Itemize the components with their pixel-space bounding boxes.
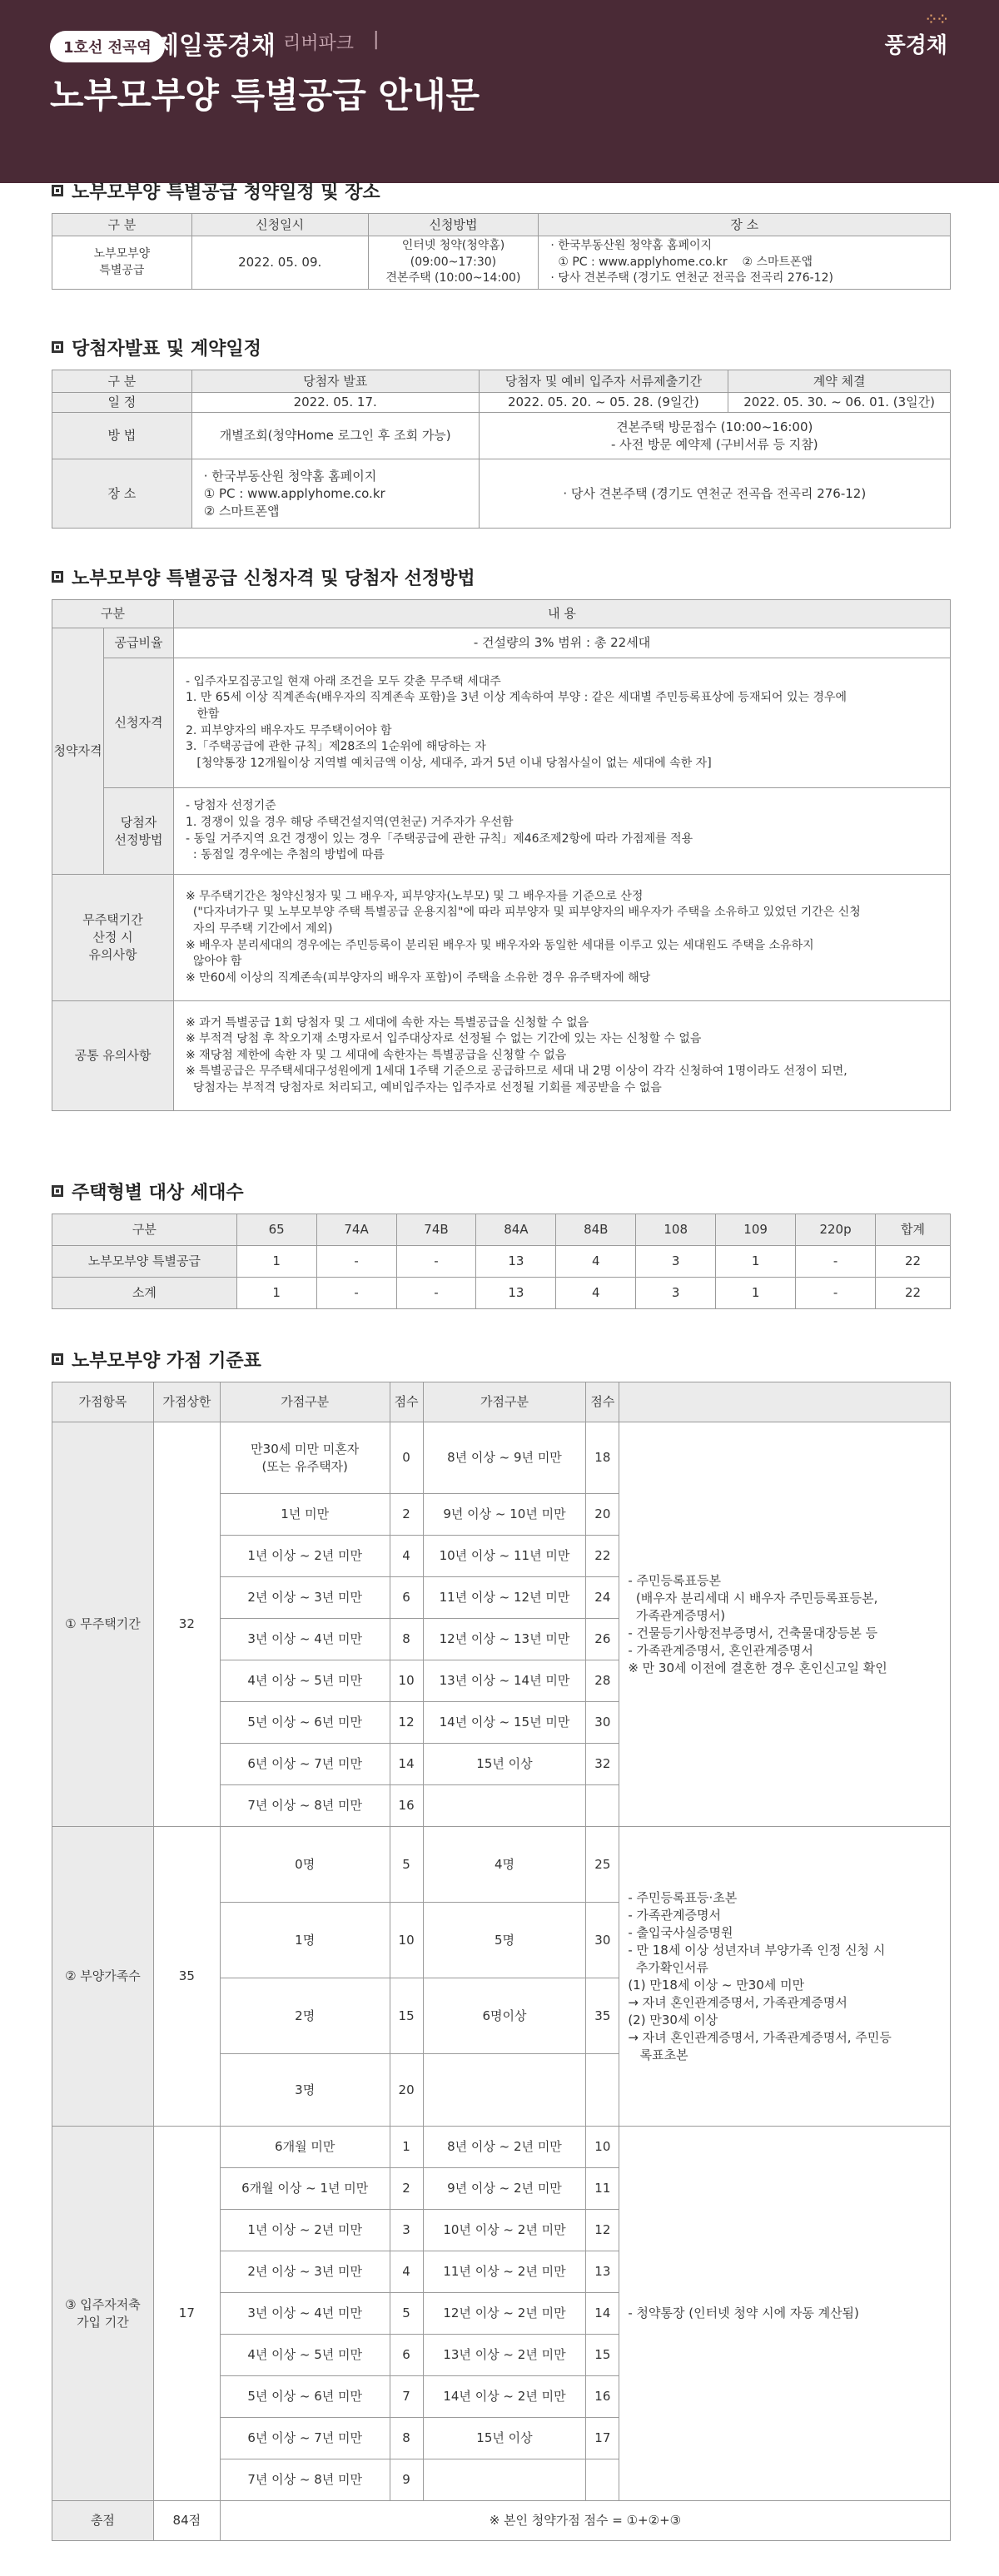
table-cell [423,2054,586,2127]
table-cell: 20 [390,2054,423,2127]
header-cell: 내 용 [174,600,951,628]
table-cell: 노부모부양 특별공급 [52,236,192,290]
table-cell: 4 [390,2251,423,2293]
logo-text: 풍경채 [884,33,947,58]
table-row [52,413,951,459]
brand-sub: 리버파크 [283,33,355,54]
table-cell: 10 [586,2127,619,2168]
logo-mark-icon: ⁘⁘ [926,13,950,27]
table-cell [586,2459,619,2501]
table-cell: ③ 입주자저축 가입 기간 [52,2127,154,2501]
table-cell: 16 [390,1785,423,1827]
units-table [52,1214,951,1309]
table-cell: 2년 이상 ~ 3년 미만 [220,1577,390,1619]
table-cell: 5명 [423,1903,586,1978]
table-cell: 11년 이상 ~ 2년 미만 [423,2251,586,2293]
bullet-square-icon [52,185,63,196]
table-cell: 0 [390,1422,423,1494]
header-cell: 점수 [586,1382,619,1422]
table-row [52,370,951,393]
table-cell: - 건설량의 3% 범위 : 총 22세대 [174,628,951,658]
table-cell: 2명 [220,1978,390,2054]
bullet-square-icon [52,571,63,583]
table-cell: 공통 유의사항 [52,1001,174,1111]
table-row [52,459,951,529]
table-row [52,658,951,788]
table-cell: 2022. 05. 20. ~ 05. 28. (9일간) [479,393,728,413]
table-cell: 5년 이상 ~ 6년 미만 [220,2376,390,2418]
table-cell: 2022. 05. 17. [191,393,479,413]
brand-name: 제일풍경채 [155,32,276,61]
table-cell: 12 [390,1702,423,1744]
table-cell: 1년 미만 [220,1494,390,1536]
table-cell: - [796,1246,876,1278]
table-cell: 방 법 [52,413,192,459]
header-cell: 74A [316,1214,396,1246]
table-cell: · 한국부동산원 청약홈 홈페이지 ① PC : www.applyhome.co.kr ② 스마트폰앱 [191,459,479,529]
table-cell: - [396,1278,476,1309]
table-row [52,1001,951,1111]
table-cell: · 한국부동산원 청약홈 홈페이지 ① PC : www.applyhome.co.kr ② 스마트폰앱 · 당사 견본주택 (경기도 연천군 전곡읍 전곡리 276-12) [539,236,951,290]
table-row [52,600,951,628]
header-cell: 합계 [875,1214,950,1246]
table-cell: 5 [390,2293,423,2335]
header-cell: 구분 [52,600,174,628]
table-cell: 1 [236,1246,316,1278]
header-cell: 당첨자 발표 [191,370,479,393]
table-cell: 인터넷 청약(청약홈) (09:00~17:30) 견본주택 (10:00~14:00) [368,236,539,290]
table-cell: 4 [556,1246,636,1278]
table-row [52,788,951,875]
table-cell: ② 부양가족수 [52,1827,154,2127]
table-cell: 3명 [220,2054,390,2127]
table-cell: 청약자격 [52,628,104,875]
table-cell: 30 [586,1903,619,1978]
units-section [52,1180,951,1309]
table-cell: 12년 이상 ~ 13년 미만 [423,1619,586,1660]
table-cell: 26 [586,1619,619,1660]
table-row [52,1278,951,1309]
header-cell: 108 [636,1214,716,1246]
table-cell: 17 [586,2418,619,2459]
table-row [52,1214,951,1246]
table-cell: 18 [586,1422,619,1494]
table-row [52,2127,951,2168]
header-cell: 구분 [52,1214,237,1246]
table-cell: · 당사 견본주택 (경기도 연천군 전곡읍 전곡리 276-12) [479,459,950,529]
table-row [52,236,951,290]
table-cell: 4명 [423,1827,586,1903]
header-cell: 장 소 [539,214,951,236]
table-cell: 11년 이상 ~ 12년 미만 [423,1577,586,1619]
table-cell: - 주민등록표등·초본 - 가족관계증명서 - 출입국사실증명원 - 만 18세 이상 성년자녀 부양가족 인정 신청 시 추가확인서류 (1) 만18세 이상 ~ 만30세 미만 → 자녀 혼인관계증명서, 가족관계증명서 (2) 만30세 이상 → 자녀 혼인관계증명서, 가족관계증명서, 주민등 록표초본 [619,1827,951,2127]
header-cell: 구 분 [52,214,192,236]
table-cell: 4 [390,1536,423,1577]
table-cell: 무주택기간 산정 시 유의사항 [52,875,174,1001]
table-cell: 8 [390,1619,423,1660]
table-cell: 노부모부양 특별공급 [52,1246,237,1278]
table-cell: 9 [390,2459,423,2501]
table-cell [423,2459,586,2501]
bullet-square-icon [52,1185,63,1197]
table-cell: 13 [586,2251,619,2293]
header-cell: 65 [236,1214,316,1246]
table-cell: 1년 이상 ~ 2년 미만 [220,2210,390,2251]
table-cell: 32 [586,1744,619,1785]
brand-separator: | [373,29,380,50]
table-cell: 14년 이상 ~ 15년 미만 [423,1702,586,1744]
header-cell: 신청일시 [191,214,368,236]
table-cell: 14 [586,2293,619,2335]
table-cell: 3 [636,1246,716,1278]
table-cell: 4년 이상 ~ 5년 미만 [220,1660,390,1702]
table-cell: 10 [390,1660,423,1702]
table-cell: 7 [390,2376,423,2418]
qualify-title-text: 노부모부양 특별공급 신청자격 및 당첨자 선정방법 [72,568,475,589]
table-row [52,214,951,236]
table-cell: 3년 이상 ~ 4년 미만 [220,1619,390,1660]
announce-section [52,336,951,529]
table-cell: 13년 이상 ~ 14년 미만 [423,1660,586,1702]
table-cell: 5년 이상 ~ 6년 미만 [220,1702,390,1744]
announce-title-text: 당첨자발표 및 계약일정 [72,338,261,360]
table-cell: - [316,1246,396,1278]
table-cell: - [396,1246,476,1278]
table-cell: 6명이상 [423,1978,586,2054]
table-cell: 개별조회(청약Home 로그인 후 조회 가능) [191,413,479,459]
table-cell: 84점 [153,2501,220,2541]
header-cell: 계약 체결 [728,370,951,393]
table-cell: 32 [153,1422,220,1827]
table-cell: 2 [390,2168,423,2210]
table-cell: 24 [586,1577,619,1619]
table-cell: 2022. 05. 30. ~ 06. 01. (3일간) [728,393,951,413]
header-cell: 가점항목 [52,1382,154,1422]
qualify-title [52,566,951,588]
qualify-table [52,599,951,1111]
score-section [52,1348,951,2541]
score-title [52,1348,951,1370]
header-cell: 점수 [390,1382,423,1422]
table-cell: 8 [390,2418,423,2459]
table-cell: 16 [586,2376,619,2418]
table-cell: 3 [390,2210,423,2251]
table-cell: 3 [636,1278,716,1309]
table-cell: 22 [875,1278,950,1309]
header-cell: 74B [396,1214,476,1246]
table-row [52,628,951,658]
table-cell: 2 [390,1494,423,1536]
table-cell: 1 [716,1278,796,1309]
table-cell: 당첨자 선정방법 [104,788,174,875]
table-cell: 1 [236,1278,316,1309]
header-cell: 당첨자 및 예비 입주자 서류제출기간 [479,370,728,393]
table-cell: 2022. 05. 09. [191,236,368,290]
units-title-text: 주택형별 대상 세대수 [72,1182,244,1204]
table-cell: 10 [390,1903,423,1978]
score-table [52,1382,951,2541]
table-cell [423,1785,586,1827]
bullet-square-icon [52,1353,63,1365]
table-cell: 6년 이상 ~ 7년 미만 [220,2418,390,2459]
brand-logo [884,13,950,59]
table-cell: 6 [390,2335,423,2376]
table-cell: 15년 이상 [423,2418,586,2459]
table-cell: 10년 이상 ~ 2년 미만 [423,2210,586,2251]
table-cell: - [796,1278,876,1309]
table-cell: 6 [390,1577,423,1619]
table-cell: 견본주택 방문접수 (10:00~16:00) - 사전 방문 예약제 (구비서류 등 지참) [479,413,950,459]
table-cell: 11 [586,2168,619,2210]
table-cell: 13년 이상 ~ 2년 미만 [423,2335,586,2376]
header-cell: 신청방법 [368,214,539,236]
table-cell: 만30세 미만 미혼자 (또는 유주택자) [220,1422,390,1494]
units-title [52,1180,951,1202]
table-cell: 2년 이상 ~ 3년 미만 [220,2251,390,2293]
schedule-title [52,180,951,201]
header-cell: 가점상한 [153,1382,220,1422]
table-cell: 10년 이상 ~ 11년 미만 [423,1536,586,1577]
table-cell: - 당첨자 선정기준 1. 경쟁이 있을 경우 해당 주택건설지역(연천군) 거주자가 우선함 - 동일 거주지역 요건 경쟁이 있는 경우「주택공급에 관한 규칙」제46조제2항에 따라 가점제를 적용 : 동점일 경우에는 추첨의 방법에 따름 [174,788,951,875]
table-cell: 22 [586,1536,619,1577]
page-title: 노부모부양 특별공급 안내문 [50,75,480,116]
table-cell: ※ 무주택기간은 청약신청자 및 그 배우자, 피부양자(노부모) 및 그 배우자를 기준으로 산정 ("다자녀가구 및 노부모부양 주택 특별공급 운용지침"에 따라 피부양자 및 피부양자의 배우자가 주택을 소유하고 있었던 기간은 신청 자의 무주택 기간에서 제외) ※ 배우자 분리세대의 경우에는 주민등록이 분리된 배우자 및 배우자와 동일한 세대를 이루고 있는 세대원도 주택을 소유하지 않아야 함 ※ 만60세 이상의 직계존속(피부양자의 배우자 포함)이 주택을 소유한 경우 유주택자에 해당 [174,875,951,1001]
schedule-section [52,180,951,290]
table-cell: 35 [153,1827,220,2127]
table-cell: 소계 [52,1278,237,1309]
table-cell: 12 [586,2210,619,2251]
table-row [52,1422,951,1494]
table-row [52,1382,951,1422]
table-cell: 7년 이상 ~ 8년 미만 [220,1785,390,1827]
schedule-table [52,213,951,290]
table-cell: 8년 이상 ~ 9년 미만 [423,1422,586,1494]
table-cell: 5 [390,1827,423,1903]
station-badge: 1호선 전곡역 [50,31,165,62]
table-row [52,1827,951,1903]
table-cell: 15 [390,1978,423,2054]
table-cell: 20 [586,1494,619,1536]
table-cell: 총점 [52,2501,154,2541]
table-cell: ※ 본인 청약가점 점수 = ①+②+③ [220,2501,950,2541]
qualify-section [52,566,951,1111]
header-cell: 109 [716,1214,796,1246]
announce-title [52,336,951,358]
table-cell: 28 [586,1660,619,1702]
table-cell: 14년 이상 ~ 2년 미만 [423,2376,586,2418]
page-header [0,0,999,183]
header-cell: 220p [796,1214,876,1246]
table-cell: 15 [586,2335,619,2376]
table-cell: 6개월 미만 [220,2127,390,2168]
table-cell: - [316,1278,396,1309]
table-cell: 12년 이상 ~ 2년 미만 [423,2293,586,2335]
table-row [52,875,951,1001]
header-cell [619,1382,951,1422]
table-cell: - 주민등록표등본 (배우자 분리세대 시 배우자 주민등록표등본, 가족관계증명서) - 건물등기사항전부증명서, 건축물대장등본 등 - 가족관계증명서, 혼인관계증명서 ※ 만 30세 이전에 결혼한 경우 혼인신고일 확인 [619,1422,951,1827]
table-cell: 8년 이상 ~ 2년 미만 [423,2127,586,2168]
table-row [52,393,951,413]
table-cell: ① 무주택기간 [52,1422,154,1827]
table-cell: 17 [153,2127,220,2501]
table-cell: 25 [586,1827,619,1903]
header-cell: 구 분 [52,370,192,393]
header-cell: 가점구분 [423,1382,586,1422]
table-cell: 신청자격 [104,658,174,788]
table-cell: 1년 이상 ~ 2년 미만 [220,1536,390,1577]
bullet-square-icon [52,341,63,353]
table-cell: 6개월 이상 ~ 1년 미만 [220,2168,390,2210]
header-cell: 84A [476,1214,556,1246]
announce-table [52,370,951,529]
table-cell: 13 [476,1246,556,1278]
score-title-text: 노부모부양 가점 기준표 [72,1350,261,1372]
table-row [52,2501,951,2541]
table-cell: 14 [390,1744,423,1785]
table-cell: 13 [476,1278,556,1309]
table-cell: 1 [716,1246,796,1278]
table-cell: 30 [586,1702,619,1744]
table-cell: 0명 [220,1827,390,1903]
header-cell: 84B [556,1214,636,1246]
table-cell: 6년 이상 ~ 7년 미만 [220,1744,390,1785]
table-row [52,1246,951,1278]
header-cell: 가점구분 [220,1382,390,1422]
table-cell: - 입주자모집공고일 현재 아래 조건을 모두 갖춘 무주택 세대주 1. 만 65세 이상 직계존속(배우자의 직계존속 포함)을 3년 이상 계속하여 부양 : 같은 세대별 주민등록표상에 등재되어 있는 경우에 한함 2. 피부양자의 배우자도 무주택이어야 함 3.「주택공급에 관한 규칙」제28조의 1순위에 해당하는 자 [청약통장 12개월이상 지역별 예치금액 이상, 세대주, 과거 5년 이내 당첨사실이 없는 세대에 속한 자] [174,658,951,788]
table-cell [586,1785,619,1827]
table-cell: 4년 이상 ~ 5년 미만 [220,2335,390,2376]
table-cell: ※ 과거 특별공급 1회 당첨자 및 그 세대에 속한 자는 특별공급을 신청할 수 없음 ※ 부적격 당첨 후 착오기재 소명자로서 입주대상자로 선정될 수 없는 기간에 있는 자는 신청할 수 없음 ※ 재당첨 제한에 속한 자 및 그 세대에 속한자는 특별공급을 신청할 수 없음 ※ 특별공급은 무주택세대구성원에게 1세대 1주택 기준으로 공급하므로 세대 내 2명 이상이 각각 신청하여 1명이라도 선정이 되면, 당첨자는 부적격 당첨자로 처리되고, 예비입주자는 입주자로 선정될 기회를 제공받을 수 없음 [174,1001,951,1111]
table-cell: 공급비율 [104,628,174,658]
table-cell: 9년 이상 ~ 2년 미만 [423,2168,586,2210]
table-cell: 장 소 [52,459,192,529]
table-cell: 15년 이상 [423,1744,586,1785]
table-cell: 3년 이상 ~ 4년 미만 [220,2293,390,2335]
table-cell: 1명 [220,1903,390,1978]
table-cell: 4 [556,1278,636,1309]
table-cell: 35 [586,1978,619,2054]
table-cell: 22 [875,1246,950,1278]
table-cell [586,2054,619,2127]
table-cell: 9년 이상 ~ 10년 미만 [423,1494,586,1536]
schedule-title-text: 노부모부양 특별공급 청약일정 및 장소 [72,181,380,203]
table-cell: 일 정 [52,393,192,413]
table-cell: 1 [390,2127,423,2168]
table-cell: - 청약통장 (인터넷 청약 시에 자동 계산됨) [619,2127,951,2501]
table-cell: 7년 이상 ~ 8년 미만 [220,2459,390,2501]
